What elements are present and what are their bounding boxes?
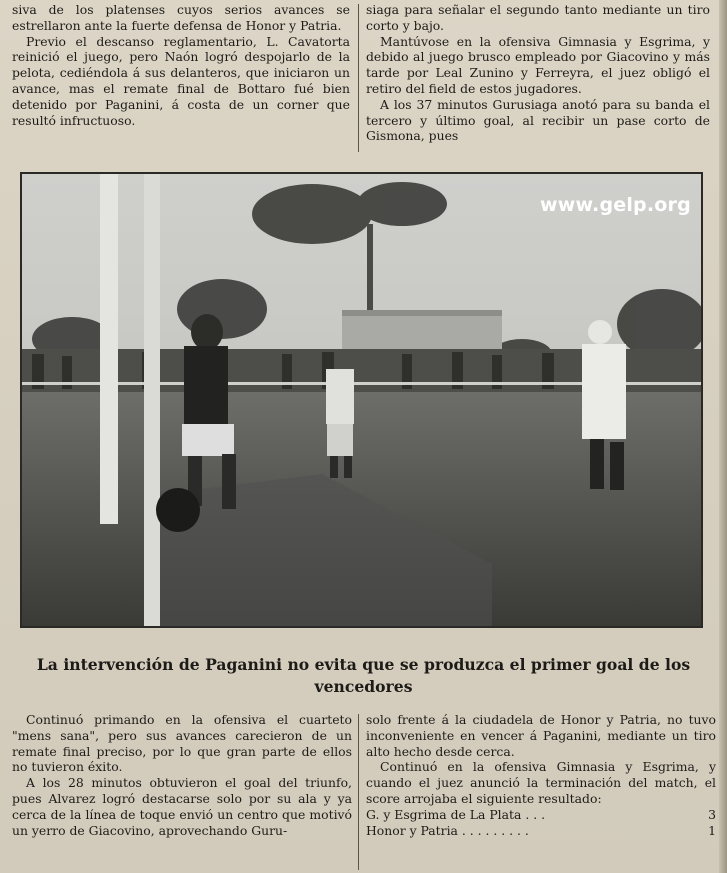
score-team: Honor y Patria . . . . . . . . .: [366, 822, 529, 838]
score-row: [366, 823, 716, 839]
match-photo-drawing: [22, 174, 701, 626]
paragraph: siaga para señalar el segundo tanto mediante un tiro corto y bajo.: [366, 2, 710, 33]
bottom-right-column: [366, 712, 716, 872]
bottom-left-column: [12, 712, 352, 872]
watermark: www.gelp.org: [540, 194, 691, 216]
score-goals: 1: [708, 822, 716, 838]
score-row: [366, 807, 716, 823]
column-rule: [358, 714, 359, 870]
top-left-column: [12, 2, 350, 154]
paragraph: Continuó primando en la ofensiva el cuarteto "mens sana", pero sus avances carecieron de un remate final preciso, por lo que gran parte de ellos no tuvieron éxito.: [12, 712, 352, 775]
paragraph: Previo el descanso reglamentario, L. Cavatorta reinició el juego, pero Naón logró despojarlo de la pelota, cediéndola á sus delanteros, que iniciaron un avance, mas el remate final de Bottaro fué bien detenido por Paganini, á costa de un corner que resultó infructuoso.: [12, 33, 350, 128]
paragraph: A los 37 minutos Gurusiaga anotó para su banda el tercero y último goal, al recibir un pase corto de Gismona, pues: [366, 96, 710, 144]
score-goals: 3: [708, 806, 716, 822]
paragraph: A los 28 minutos obtuvieron el goal del triunfo, pues Alvarez logró destacarse solo por su ala y ya cerca de la línea de toque envió un centro que motivó un yerro de Giacovino, aprovechando Guru-: [12, 775, 352, 838]
page-edge: [719, 0, 727, 873]
score-team: G. y Esgrima de La Plata . . .: [366, 806, 546, 822]
top-right-column: [366, 2, 710, 154]
match-photo: [20, 172, 703, 628]
paragraph: solo frente á la ciudadela de Honor y Patria, no tuvo inconveniente en vencer á Paganini, mediante un tiro alto hecho desde cerca.: [366, 712, 716, 759]
paragraph: siva de los platenses cuyos serios avances se estrellaron ante la fuerte defensa de Honor y Patria.: [12, 2, 350, 33]
column-rule: [358, 4, 359, 152]
paragraph: Mantúvose en la ofensiva Gimnasia y Esgrima, y debido al juego brusco empleado por Giacovino y más tarde por Leal Zunino y Ferreyra, el juez obligó el retiro del field de estos jugadores.: [366, 33, 710, 96]
paragraph: Continuó en la ofensiva Gimnasia y Esgrima, y cuando el juez anunció la terminación del match, el score arrojaba el siguiente resultado:: [366, 759, 716, 806]
photo-caption: La intervención de Paganini no evita que se produzca el primer goal de los vencedores: [36, 655, 691, 696]
